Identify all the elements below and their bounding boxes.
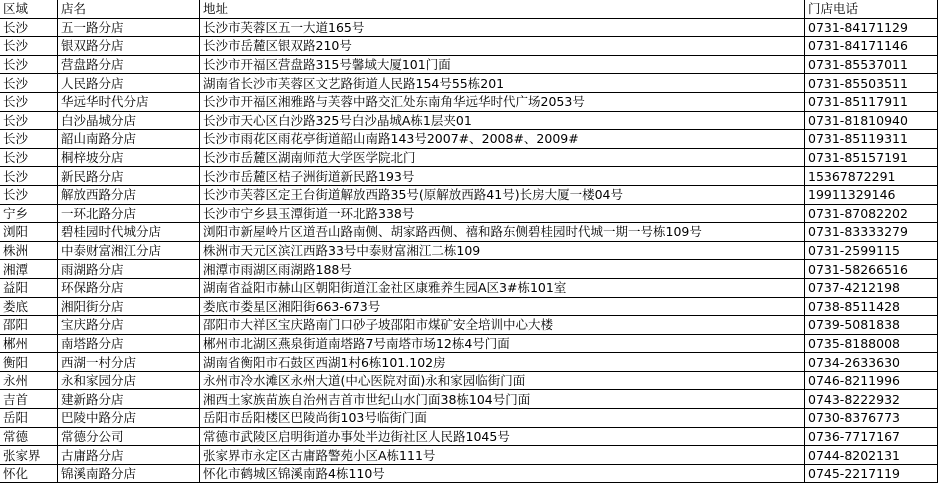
- region-cell: 湘潭: [0, 260, 58, 279]
- header-cell-phone: 门店电话: [805, 0, 938, 18]
- store-name-cell: 常德分公司: [58, 427, 200, 446]
- table-row: [0, 371, 938, 390]
- region-cell: 吉首: [0, 390, 58, 409]
- phone-cell: 0734-2633630: [805, 353, 938, 372]
- header-cell-address: 地址: [200, 0, 805, 18]
- table-row: [0, 390, 938, 409]
- phone-cell: 19911329146: [805, 185, 938, 204]
- header-row: [0, 0, 938, 18]
- phone-cell: 0731-83333279: [805, 223, 938, 242]
- address-cell: 湘西土家族苗族自治州吉首市世纪山水门面38栋104号门面: [200, 390, 805, 409]
- store-name-cell: 宝庆路分店: [58, 316, 200, 335]
- store-name-cell: 桐梓坡分店: [58, 148, 200, 167]
- region-cell: 怀化: [0, 464, 58, 483]
- address-cell: 邵阳市大祥区宝庆路南门口砂子坡邵阳市煤矿安全培训中心大楼: [200, 316, 805, 335]
- address-cell: 长沙市开福区湘雅路与芙蓉中路交汇处东南角华远华时代广场2053号: [200, 92, 805, 111]
- store-name-cell: 白沙晶城分店: [58, 111, 200, 130]
- region-cell: 株洲: [0, 241, 58, 260]
- region-cell: 张家界: [0, 446, 58, 465]
- table-row: [0, 223, 938, 242]
- address-cell: 郴州市北湖区燕泉街道南塔路7号南塔市场12栋4号门面: [200, 334, 805, 353]
- phone-cell: 0731-85503511: [805, 74, 938, 93]
- table-row: [0, 446, 938, 465]
- address-cell: 永州市冷水滩区永州大道(中心医院对面)永和家园临街门面: [200, 371, 805, 390]
- address-cell: 湖南省益阳市赫山区朝阳街道江金社区康雅养生园A区3#栋101室: [200, 278, 805, 297]
- region-cell: 常德: [0, 427, 58, 446]
- table-row: [0, 92, 938, 111]
- phone-cell: 0739-5081838: [805, 316, 938, 335]
- address-cell: 长沙市雨花区雨花亭街道韶山南路143号2007#、2008#、2009#: [200, 130, 805, 149]
- store-name-cell: 巴陵中路分店: [58, 409, 200, 428]
- region-cell: 长沙: [0, 148, 58, 167]
- header-cell-store-name: 店名: [58, 0, 200, 18]
- region-cell: 长沙: [0, 130, 58, 149]
- store-name-cell: 南塔路分店: [58, 334, 200, 353]
- table-row: [0, 74, 938, 93]
- address-cell: 长沙市天心区白沙路325号白沙晶城A栋1层夹01: [200, 111, 805, 130]
- table-row: [0, 297, 938, 316]
- table-row: [0, 185, 938, 204]
- phone-cell: 0731-84171146: [805, 37, 938, 56]
- address-cell: 长沙市岳麓区桔子洲街道新民路193号: [200, 167, 805, 186]
- table-row: [0, 353, 938, 372]
- region-cell: 长沙: [0, 37, 58, 56]
- address-cell: 长沙市岳麓区湖南师范大学医学院北门: [200, 148, 805, 167]
- phone-cell: 0731-2599115: [805, 241, 938, 260]
- store-name-cell: 银双路分店: [58, 37, 200, 56]
- region-cell: 宁乡: [0, 204, 58, 223]
- store-name-cell: 韶山南路分店: [58, 130, 200, 149]
- address-cell: 岳阳市岳阳楼区巴陵尚街103号临街门面: [200, 409, 805, 428]
- store-name-cell: 解放西路分店: [58, 185, 200, 204]
- store-name-cell: 华远华时代分店: [58, 92, 200, 111]
- phone-cell: 0731-85537011: [805, 55, 938, 74]
- table-row: [0, 111, 938, 130]
- store-name-cell: 古庸路分店: [58, 446, 200, 465]
- address-cell: 湖南省衡阳市石鼓区西湖1村6栋101.102房: [200, 353, 805, 372]
- phone-cell: 15367872291: [805, 167, 938, 186]
- region-cell: 长沙: [0, 167, 58, 186]
- phone-cell: 0745-2217119: [805, 464, 938, 483]
- phone-cell: 0731-85119311: [805, 130, 938, 149]
- phone-cell: 0737-4212198: [805, 278, 938, 297]
- address-cell: 长沙市开福区营盘路315号馨域大厦101门面: [200, 55, 805, 74]
- table-row: [0, 167, 938, 186]
- store-name-cell: 锦溪南路分店: [58, 464, 200, 483]
- store-name-cell: 一环北路分店: [58, 204, 200, 223]
- region-cell: 浏阳: [0, 223, 58, 242]
- region-cell: 岳阳: [0, 409, 58, 428]
- table-row: [0, 204, 938, 223]
- table-row: [0, 334, 938, 353]
- table-row: [0, 316, 938, 335]
- table-row: [0, 55, 938, 74]
- address-cell: 娄底市娄星区湘阳街663-673号: [200, 297, 805, 316]
- address-cell: 常德市武陵区启明街道办事处半边街社区人民路1045号: [200, 427, 805, 446]
- phone-cell: 0735-8188008: [805, 334, 938, 353]
- table-row: [0, 148, 938, 167]
- table-row: [0, 464, 938, 483]
- address-cell: 长沙市宁乡县玉潭街道一环北路338号: [200, 204, 805, 223]
- table-row: [0, 130, 938, 149]
- header-cell-region: 区域: [0, 0, 58, 18]
- phone-cell: 0731-87082202: [805, 204, 938, 223]
- phone-cell: 0731-85117911: [805, 92, 938, 111]
- table-row: [0, 409, 938, 428]
- table-row: [0, 241, 938, 260]
- phone-cell: 0744-8202131: [805, 446, 938, 465]
- store-name-cell: 人民路分店: [58, 74, 200, 93]
- phone-cell: 0743-8222932: [805, 390, 938, 409]
- region-cell: 娄底: [0, 297, 58, 316]
- region-cell: 长沙: [0, 185, 58, 204]
- region-cell: 益阳: [0, 278, 58, 297]
- store-name-cell: 营盘路分店: [58, 55, 200, 74]
- store-name-cell: 碧桂园时代城分店: [58, 223, 200, 242]
- region-cell: 长沙: [0, 74, 58, 93]
- region-cell: 长沙: [0, 111, 58, 130]
- store-name-cell: 永和家园分店: [58, 371, 200, 390]
- region-cell: 长沙: [0, 92, 58, 111]
- table-row: [0, 37, 938, 56]
- table-row: [0, 427, 938, 446]
- phone-cell: 0731-81810940: [805, 111, 938, 130]
- phone-cell: 0738-8511428: [805, 297, 938, 316]
- region-cell: 邵阳: [0, 316, 58, 335]
- store-name-cell: 建新路分店: [58, 390, 200, 409]
- table-row: [0, 260, 938, 279]
- region-cell: 衡阳: [0, 353, 58, 372]
- region-cell: 郴州: [0, 334, 58, 353]
- store-name-cell: 湘阳街分店: [58, 297, 200, 316]
- store-name-cell: 雨湖路分店: [58, 260, 200, 279]
- region-cell: 长沙: [0, 55, 58, 74]
- table-row: [0, 278, 938, 297]
- store-name-cell: 新民路分店: [58, 167, 200, 186]
- phone-cell: 0746-8211996: [805, 371, 938, 390]
- address-cell: 湘潭市雨湖区雨湖路188号: [200, 260, 805, 279]
- table-body: [0, 18, 938, 483]
- store-name-cell: 五一路分店: [58, 18, 200, 37]
- address-cell: 长沙市芙蓉区定王台街道解放西路35号(原解放西路41号)长房大厦一楼04号: [200, 185, 805, 204]
- address-cell: 长沙市岳麓区银双路210号: [200, 37, 805, 56]
- address-cell: 长沙市芙蓉区五一大道165号: [200, 18, 805, 37]
- table-row: [0, 18, 938, 37]
- phone-cell: 0731-58266516: [805, 260, 938, 279]
- store-name-cell: 中泰财富湘江分店: [58, 241, 200, 260]
- address-cell: 株洲市天元区滨江西路33号中泰财富湘江二栋109: [200, 241, 805, 260]
- phone-cell: 0731-84171129: [805, 18, 938, 37]
- phone-cell: 0731-85157191: [805, 148, 938, 167]
- store-name-cell: 西湖一村分店: [58, 353, 200, 372]
- phone-cell: 0736-7717167: [805, 427, 938, 446]
- phone-cell: 0730-8376773: [805, 409, 938, 428]
- region-cell: 长沙: [0, 18, 58, 37]
- store-name-cell: 环保路分店: [58, 278, 200, 297]
- address-cell: 怀化市鹤城区锦溪南路4栋110号: [200, 464, 805, 483]
- address-cell: 湖南省长沙市芙蓉区文艺路街道人民路154号55栋201: [200, 74, 805, 93]
- address-cell: 浏阳市新屋岭片区道吾山路南侧、胡家路西侧、禧和路东侧碧桂园时代城一期一号栋109号: [200, 223, 805, 242]
- address-cell: 张家界市永定区古庸路警苑小区A栋111号: [200, 446, 805, 465]
- region-cell: 永州: [0, 371, 58, 390]
